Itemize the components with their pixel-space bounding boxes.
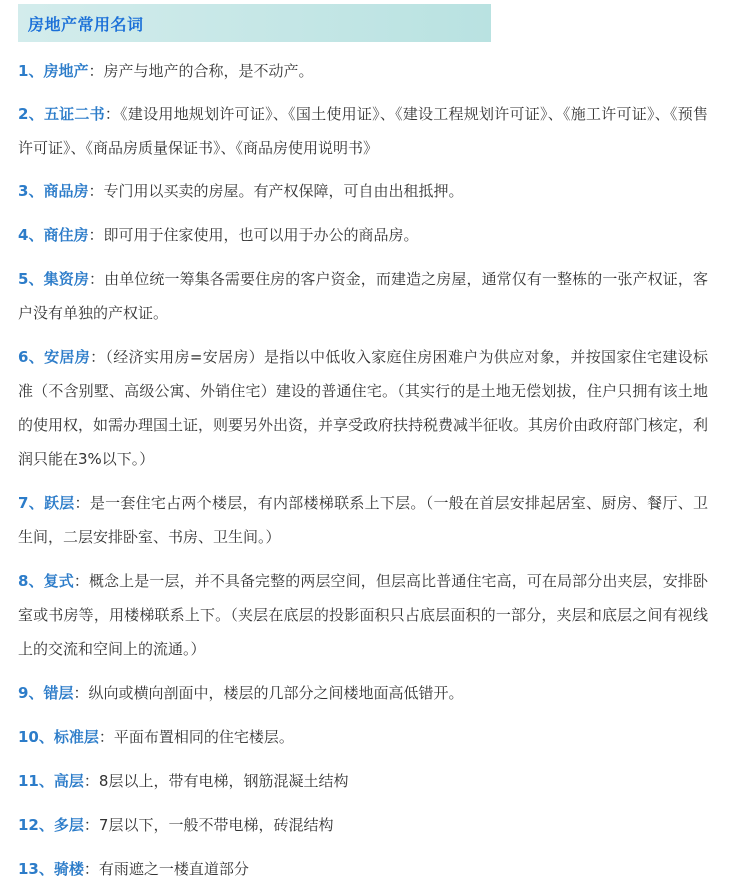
entry-term: 安居房 [44,348,91,366]
entry-colon: ： [98,728,114,746]
term-entry-6 [18,340,708,476]
entry-number: 7 [18,494,29,512]
entry-number: 4 [18,226,29,244]
term-entry-2 [18,97,708,165]
entry-separator: 、 [38,816,54,834]
entry-description: 是一套住宅占两个楼层，有内部楼梯联系上下层。 [89,494,426,512]
term-entry-4 [18,218,708,252]
entry-term: 商住房 [43,226,89,244]
entry-colon: ： [88,226,104,244]
entry-number: 12 [18,816,39,834]
term-entry-5 [18,262,708,330]
entry-separator: 、 [28,182,44,200]
term-entry-1 [18,54,708,88]
entry-term: 多层 [53,816,84,834]
entry-separator: 、 [28,105,44,123]
entry-separator: 、 [28,572,44,590]
entry-number: 11 [18,772,39,790]
entry-colon: ： [83,772,99,790]
entry-number: 2 [18,105,29,123]
entry-number: 1 [18,62,29,80]
page-title: 房地产常用名词 [28,15,144,34]
entry-description: 有雨遮之一楼直道部分 [98,860,249,878]
entry-number: 13 [18,860,39,878]
entry-separator: 、 [28,684,44,702]
entry-separator: 、 [38,772,54,790]
entry-colon: ： [73,684,89,702]
entry-description: 8层以上，带有电梯，钢筋混凝土结构 [98,772,349,790]
entry-separator: 、 [28,348,45,366]
entry-term: 集资房 [43,270,89,288]
entry-separator: 、 [28,62,44,80]
term-entry-13 [18,852,708,886]
entry-description: （经济实用房=安居房）是指以中低收入家庭住房困难户为供应对象，并按国家住宅建设标准（不含别墅、高级公寓、外销住宅）建设的普通住宅。 [18,348,708,400]
term-entry-7 [18,486,708,554]
entry-number: 3 [18,182,29,200]
term-entry-3 [18,174,708,208]
entry-number: 5 [18,270,29,288]
entry-description: 即可用于住家使用，也可以用于办公的商品房。 [103,226,419,244]
entry-colon: ： [104,105,121,123]
entry-colon: ： [74,494,90,512]
entry-colon: ： [90,348,106,366]
term-entry-11 [18,764,708,798]
entry-separator: 、 [38,728,54,746]
entry-term: 跃层 [43,494,75,512]
entry-separator: 、 [28,494,44,512]
entry-number: 10 [18,728,39,746]
entry-term: 高层 [53,772,84,790]
entry-colon: ： [88,270,105,288]
entry-description: 《建设用地规划许可证》、《国土使用证》、《建设工程规划许可证》、《施工许可证》、《预售许可证》、《商品房质量保证书》、《商品房使用说明书》 [18,105,708,157]
entry-description: 由单位统一筹集各需要住房的客户资金，而建造之房屋，通常仅有一整栋的一张产权证，客户没有单独的产权证。 [18,270,708,322]
entry-separator: 、 [28,270,44,288]
entry-term: 五证二书 [43,105,105,123]
entry-colon: ： [88,182,104,200]
entry-description: 平面布置相同的住宅楼层。 [113,728,294,746]
entry-description: 房产与地产的合称，是不动产。 [103,62,314,80]
entry-number: 9 [18,684,29,702]
entry-note: （其实行的是土地无偿划拔，住户只拥有该土地的使用权，如需办理国土证，则要另外出资，并享受政府扶持税费减半征收。其房价由政府部门核定，利润只能在3%以下。） [18,382,709,468]
term-entry-12 [18,808,708,842]
term-entry-10 [18,720,708,754]
entry-term: 房地产 [43,62,89,80]
entry-term: 标准层 [53,728,99,746]
entry-description: 概念上是一层，并不具备完整的两层空间，但层高比普通住宅高，可在局部分出夹层，安排卧室或书房等，用楼梯联系上下。 [18,572,708,624]
term-entry-8 [18,564,708,666]
entry-separator: 、 [38,860,54,878]
term-entry-9 [18,676,708,710]
entry-term: 复式 [43,572,74,590]
entry-term: 骑楼 [53,860,84,878]
entry-colon: ： [83,860,99,878]
entry-description: 专门用以买卖的房屋。有产权保障，可自由出租抵押。 [103,182,464,200]
entry-colon: ： [73,572,89,590]
entry-term: 商品房 [43,182,89,200]
entry-term: 错层 [43,684,74,702]
entry-description: 7层以下，一般不带电梯，砖混结构 [98,816,334,834]
entry-note: （夹层在底层的投影面积只占底层面积的一部分，夹层和底层之间有视线上的交流和空间上的流通。） [18,606,708,658]
entry-colon: ： [88,62,104,80]
entry-number: 6 [18,348,29,366]
entry-number: 8 [18,572,29,590]
entry-note: （一般在首层安排起居室、厨房、餐厅、卫生间，二层安排卧室、书房、卫生间。） [18,494,708,546]
entry-colon: ： [83,816,99,834]
entry-description: 纵向或横向剖面中，楼层的几部分之间楼地面高低错开。 [88,684,464,702]
section-title-bar [18,4,491,42]
entry-separator: 、 [28,226,44,244]
